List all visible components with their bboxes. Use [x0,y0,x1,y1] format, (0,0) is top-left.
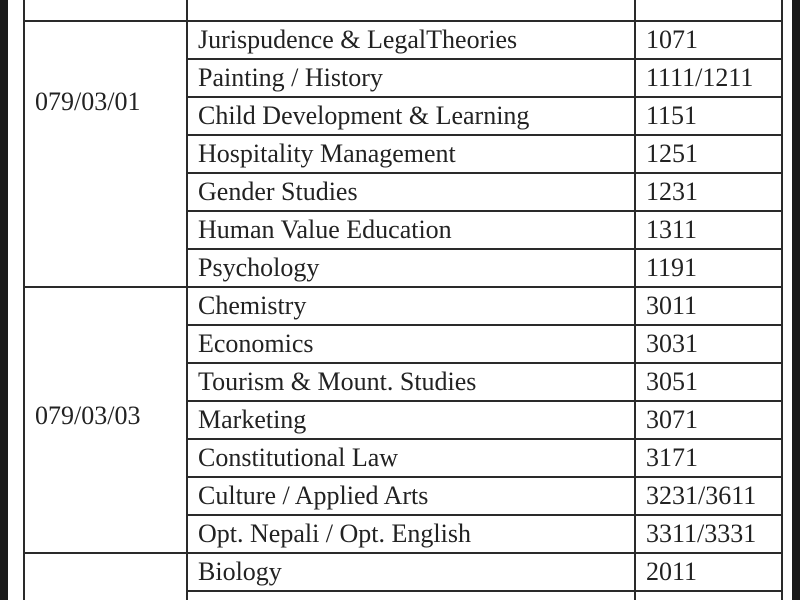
subject-cell: Jurispudence & LegalTheories [187,21,635,59]
subject-cell: Opt. Nepali / Opt. English [187,515,635,553]
exam-date-cell [24,0,187,21]
table-row [24,287,782,325]
table-row [24,0,782,21]
subject-cell: Gender Studies [187,173,635,211]
subject-code-cell: 1111/1211 [635,59,782,97]
subject-cell: Hospitality Management [187,135,635,173]
subject-code-cell: 3031 [635,325,782,363]
subject-cell: Economics [187,325,635,363]
subject-code-cell: 3051 [635,363,782,401]
subject-code-cell: 3011 [635,287,782,325]
subject-cell: Constitutional Law [187,439,635,477]
subject-code-cell: 1231 [635,173,782,211]
subject-cell: Biology [187,553,635,591]
exam-date-cell [24,553,187,600]
subject-cell: Chemistry [187,287,635,325]
subject-cell [187,0,635,21]
subject-cell: Tourism & Mount. Studies [187,363,635,401]
subject-cell [187,591,635,600]
subject-code-cell: 1191 [635,249,782,287]
subject-code-cell: 1151 [635,97,782,135]
subject-code-cell: 1071 [635,21,782,59]
subject-code-cell: 3231/3611 [635,477,782,515]
exam-date-cell: 079/03/03 [24,287,187,553]
exam-schedule-table [23,0,783,600]
table-row [24,21,782,59]
subject-code-cell: 3071 [635,401,782,439]
subject-cell: Marketing [187,401,635,439]
subject-code-cell [635,591,782,600]
subject-code-cell [635,0,782,21]
subject-code-cell: 2011 [635,553,782,591]
subject-cell: Child Development & Learning [187,97,635,135]
subject-code-cell: 3311/3331 [635,515,782,553]
subject-code-cell: 1251 [635,135,782,173]
exam-date-cell: 079/03/01 [24,21,187,287]
subject-cell: Human Value Education [187,211,635,249]
subject-cell: Painting / History [187,59,635,97]
subject-code-cell: 1311 [635,211,782,249]
table-row [24,553,782,591]
subject-code-cell: 3171 [635,439,782,477]
subject-cell: Culture / Applied Arts [187,477,635,515]
subject-cell: Psychology [187,249,635,287]
